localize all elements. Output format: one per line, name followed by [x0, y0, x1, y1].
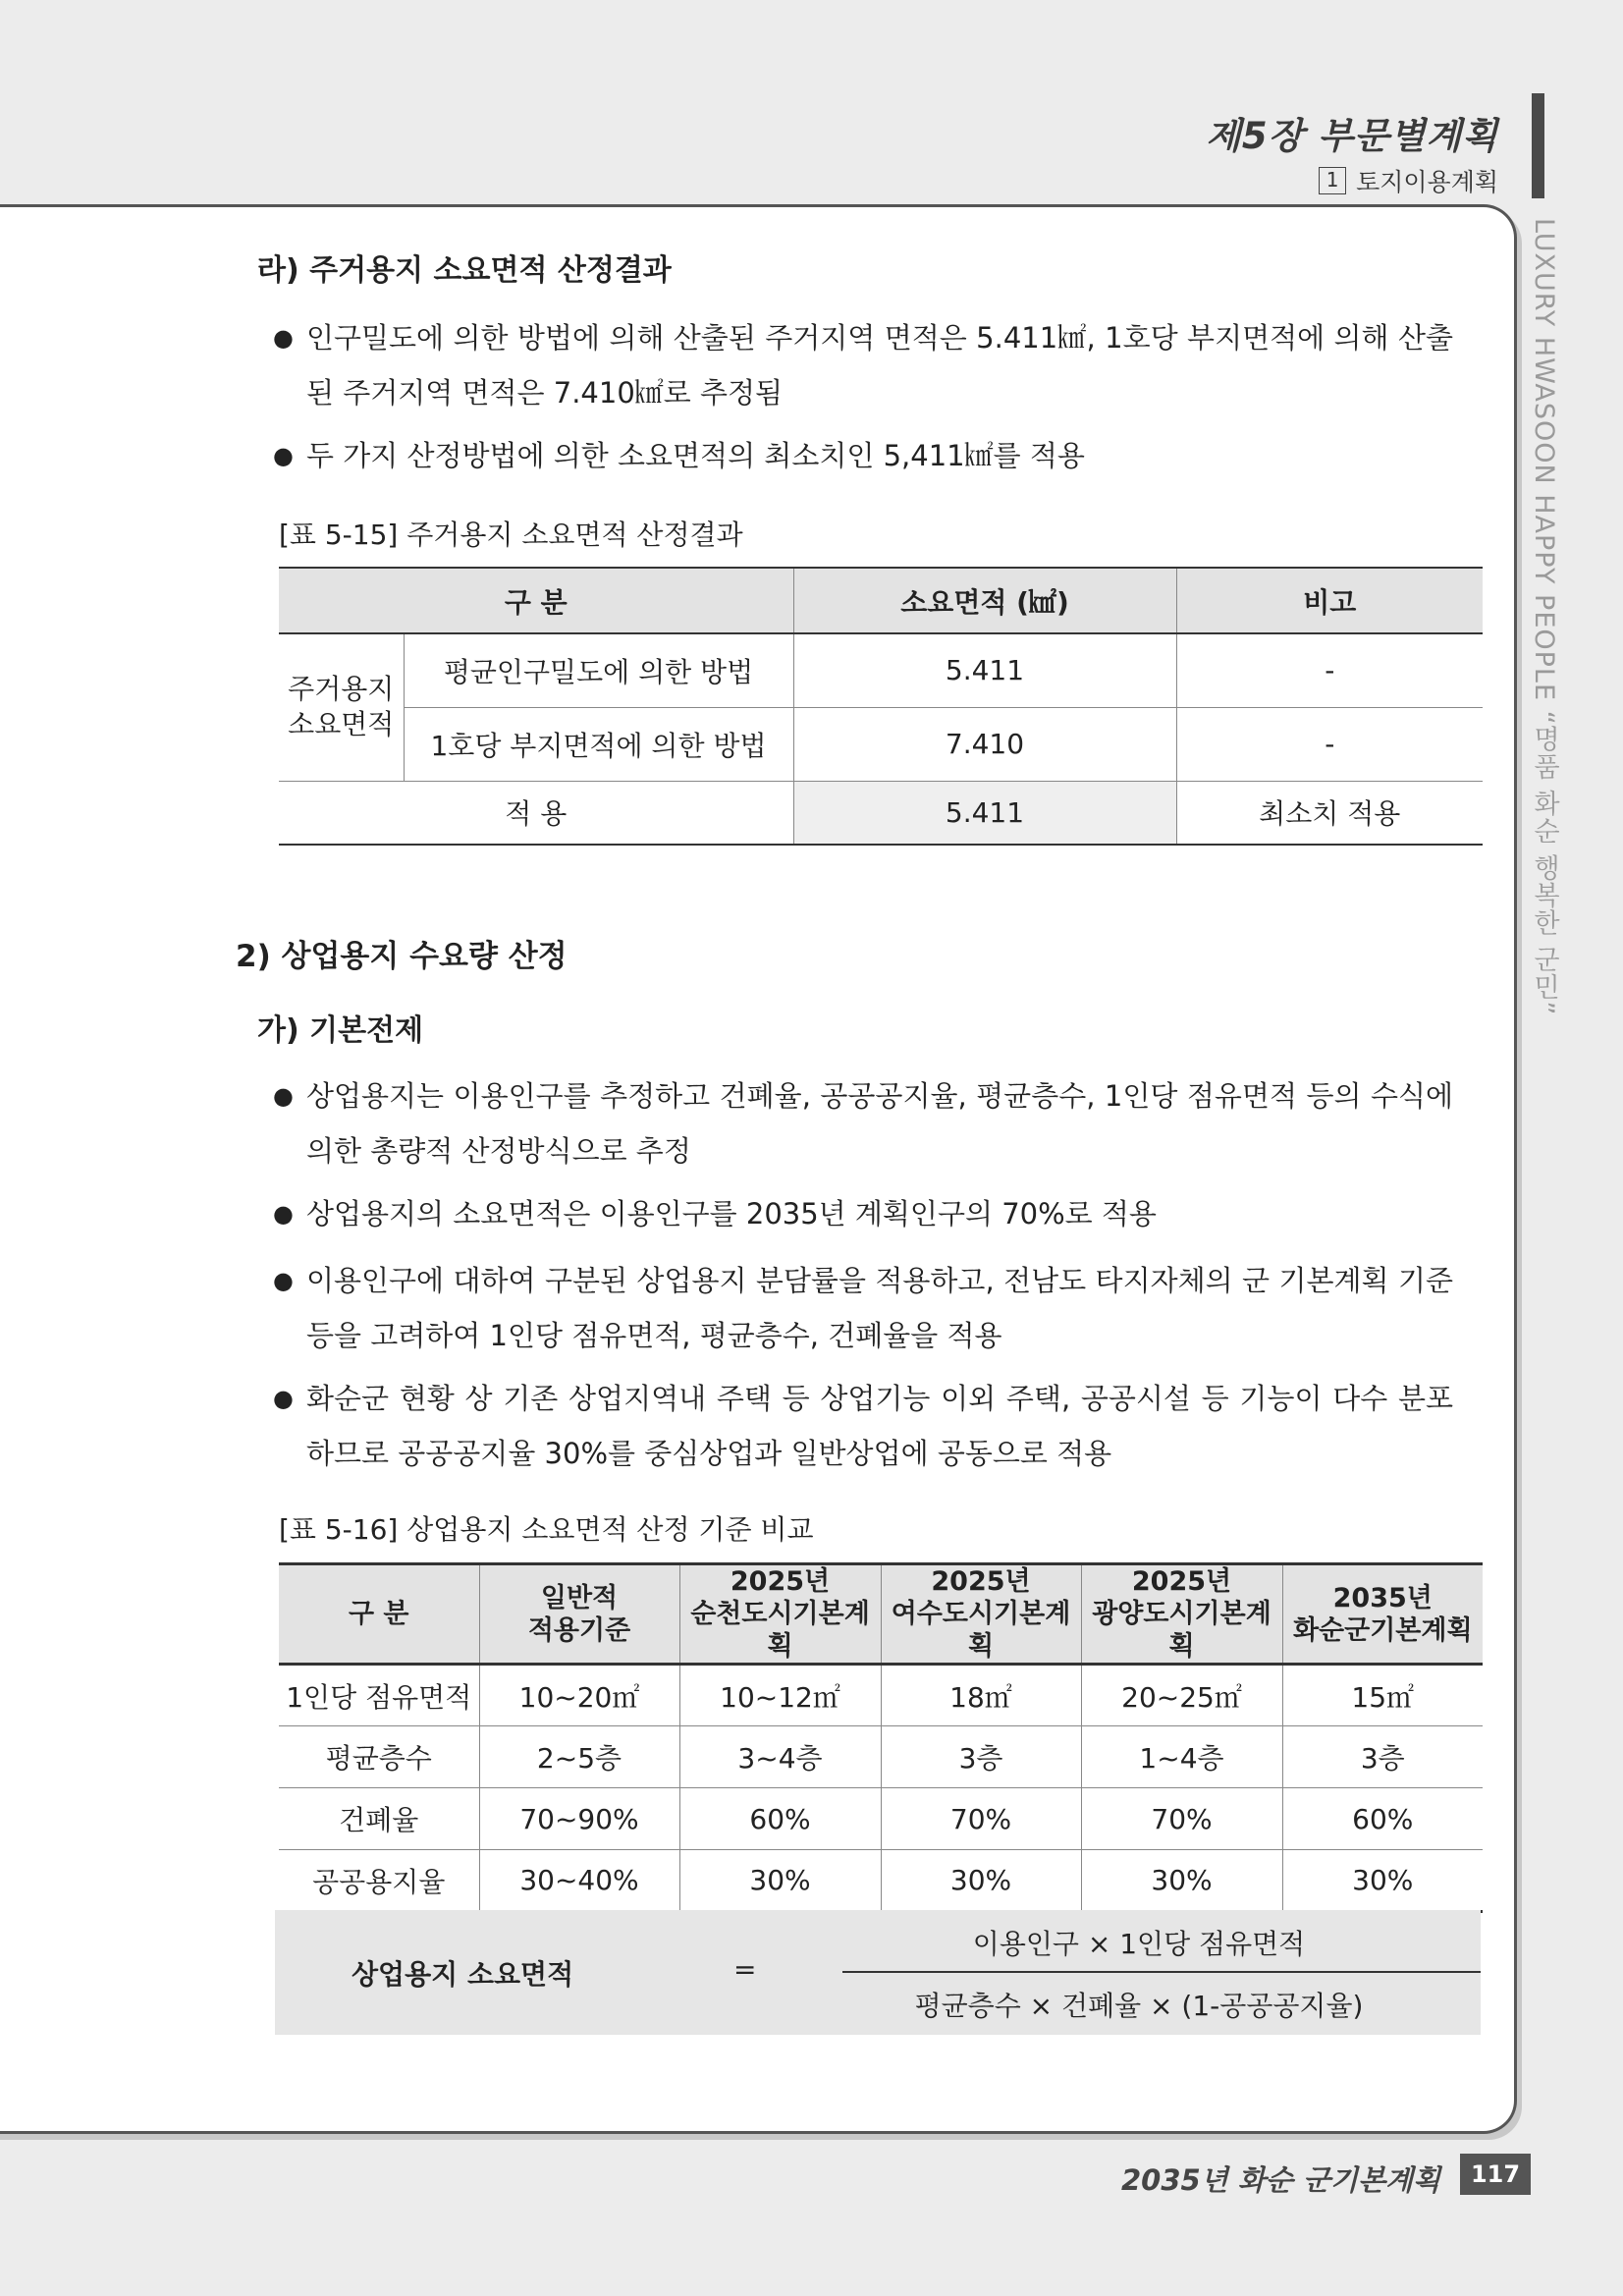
table-cell: 3층: [1282, 1726, 1483, 1788]
table-cell: 1~4층: [1081, 1726, 1282, 1788]
bullet-dot-icon: ●: [273, 1267, 294, 1294]
residential-area-table: [279, 567, 1483, 846]
table-cell: -: [1176, 707, 1483, 781]
table-cell: 30%: [881, 1850, 1081, 1912]
bullet-dot-icon: ●: [273, 1385, 294, 1412]
table-cell: 최소치 적용: [1176, 781, 1483, 845]
page-number: 117: [1460, 2154, 1531, 2195]
table-header-cell: 구 분: [279, 1564, 479, 1665]
table-cell: 70%: [881, 1788, 1081, 1850]
table-cell: 3층: [881, 1726, 1081, 1788]
table-cell: 70~90%: [479, 1788, 679, 1850]
table-cell: 20~25㎡: [1081, 1665, 1282, 1726]
chapter-title: 제5장 부문별계획: [1206, 115, 1498, 157]
section-title: [1319, 163, 1498, 198]
section-heading-commercial: 2) 상업용지 수요량 산정: [236, 939, 568, 974]
bullet-item: [275, 310, 1453, 420]
fraction-line: [842, 1971, 1481, 1973]
table-header-cell: 비고: [1176, 568, 1483, 633]
table-row: [279, 1788, 1483, 1850]
header-side-bar: [1532, 93, 1544, 198]
formula-numerator: 이용인구 × 1인당 점유면적: [972, 1928, 1306, 1960]
group-label-cell: 주거용지 소요면적: [279, 633, 404, 781]
table-cell: 18㎡: [881, 1665, 1081, 1726]
table-cell: 30%: [1081, 1850, 1282, 1912]
bullet-dot-icon: ●: [273, 324, 294, 352]
table-header-cell: 일반적 적용기준: [479, 1564, 679, 1665]
table-header-cell: 2025년 순천도시기본계획: [679, 1564, 881, 1665]
bullet-item: [275, 428, 1453, 483]
bullet-text: 두 가지 산정방법에 의한 소요면적의 최소치인 5,411㎢를 적용: [306, 439, 1085, 472]
bullet-text: 화순군 현황 상 기존 상업지역내 주택 등 상업기능 이외 주택, 공공시설 등 기능이 다수 분포하므로 공공공지율 30%를 중심상업과 일반상업에 공동으로 적용: [306, 1382, 1453, 1470]
bullet-text: 이용인구에 대하여 구분된 상업용지 분담률을 적용하고, 전남도 타지자체의 군 기본계획 기준 등을 고려하여 1인당 점유면적, 평균층수, 건폐율을 적용: [306, 1264, 1453, 1352]
table-cell: 2~5층: [479, 1726, 679, 1788]
bullet-dot-icon: ●: [273, 442, 294, 469]
section-label: 토지이용계획: [1356, 168, 1498, 196]
table-cell: 1인당 점유면적: [279, 1665, 479, 1726]
table-cell: 60%: [1282, 1788, 1483, 1850]
bullet-item: [275, 1186, 1453, 1241]
bullet-dot-icon: ●: [273, 1082, 294, 1110]
bullet-text: 상업용지의 소요면적은 이용인구를 2035년 계획인구의 70%로 적용: [306, 1197, 1157, 1230]
table-cell: 3~4층: [679, 1726, 881, 1788]
table-row: [279, 1726, 1483, 1788]
table-cell: 30%: [1282, 1850, 1483, 1912]
section-number-box: 1: [1319, 167, 1346, 194]
table-cell: 70%: [1081, 1788, 1282, 1850]
section-heading-residential: 라) 주거용지 소요면적 산정결과: [257, 253, 672, 288]
table-cell: 7.410: [793, 707, 1176, 781]
formula-box: [275, 1910, 1481, 2035]
table-cell: 공공용지율: [279, 1850, 479, 1912]
table-cell: 평균인구밀도에 의한 방법: [404, 633, 793, 707]
subsection-heading: 가) 기본전제: [257, 1013, 424, 1048]
table-header-cell: 소요면적 (㎢): [793, 568, 1176, 633]
table-cell: 5.411: [793, 633, 1176, 707]
table-cell: 15㎡: [1282, 1665, 1483, 1726]
formula-denominator: 평균층수 × 건폐율 × (1-공공공지율): [914, 1990, 1364, 2022]
bullet-item: [275, 1371, 1453, 1481]
table-cell: 건폐율: [279, 1788, 479, 1850]
formula-lhs: 상업용지 소요면적: [352, 1958, 574, 1991]
table-cell: 적 용: [279, 781, 793, 845]
table-caption: [표 5-15] 주거용지 소요면적 산정결과: [279, 519, 743, 551]
bullet-dot-icon: ●: [273, 1200, 294, 1228]
bullet-text: 인구밀도에 의한 방법에 의해 산출된 주거지역 면적은 5.411㎢, 1호당 부지면적에 의해 산출된 주거지역 면적은 7.410㎢로 추정됨: [306, 321, 1453, 410]
table-header-cell: 2035년 화순군기본계획: [1282, 1564, 1483, 1665]
side-slogan: LUXURY HWASOON HAPPY PEOPLE “명품 화순 행복한 군민”: [1529, 218, 1559, 1016]
table-cell: 5.411: [793, 781, 1176, 845]
bullet-text: 상업용지는 이용인구를 추정하고 건폐율, 공공공지율, 평균층수, 1인당 점유면적 등의 수식에 의한 총량적 산정방식으로 추정: [306, 1079, 1453, 1168]
table-cell: 10~12㎡: [679, 1665, 881, 1726]
table-cell: -: [1176, 633, 1483, 707]
formula-equals: =: [733, 1953, 757, 1986]
table-row: [279, 1850, 1483, 1912]
table-cell: 평균층수: [279, 1726, 479, 1788]
table-caption: [표 5-16] 상업용지 소요면적 산정 기준 비교: [279, 1513, 814, 1546]
commercial-criteria-table: [279, 1562, 1483, 1913]
table-cell: 30%: [679, 1850, 881, 1912]
table-cell: 30~40%: [479, 1850, 679, 1912]
table-header-cell: 구 분: [279, 568, 793, 633]
table-cell: 10~20㎡: [479, 1665, 679, 1726]
table-header-cell: 2025년 여수도시기본계획: [881, 1564, 1081, 1665]
table-cell: 60%: [679, 1788, 881, 1850]
bullet-item: [275, 1068, 1453, 1178]
bullet-item: [275, 1253, 1453, 1363]
table-row: [279, 1665, 1483, 1726]
footer-title: 2035년 화순 군기본계획: [1120, 2163, 1440, 2197]
table-cell: 1호당 부지면적에 의한 방법: [404, 707, 793, 781]
table-header-cell: 2025년 광양도시기본계획: [1081, 1564, 1282, 1665]
